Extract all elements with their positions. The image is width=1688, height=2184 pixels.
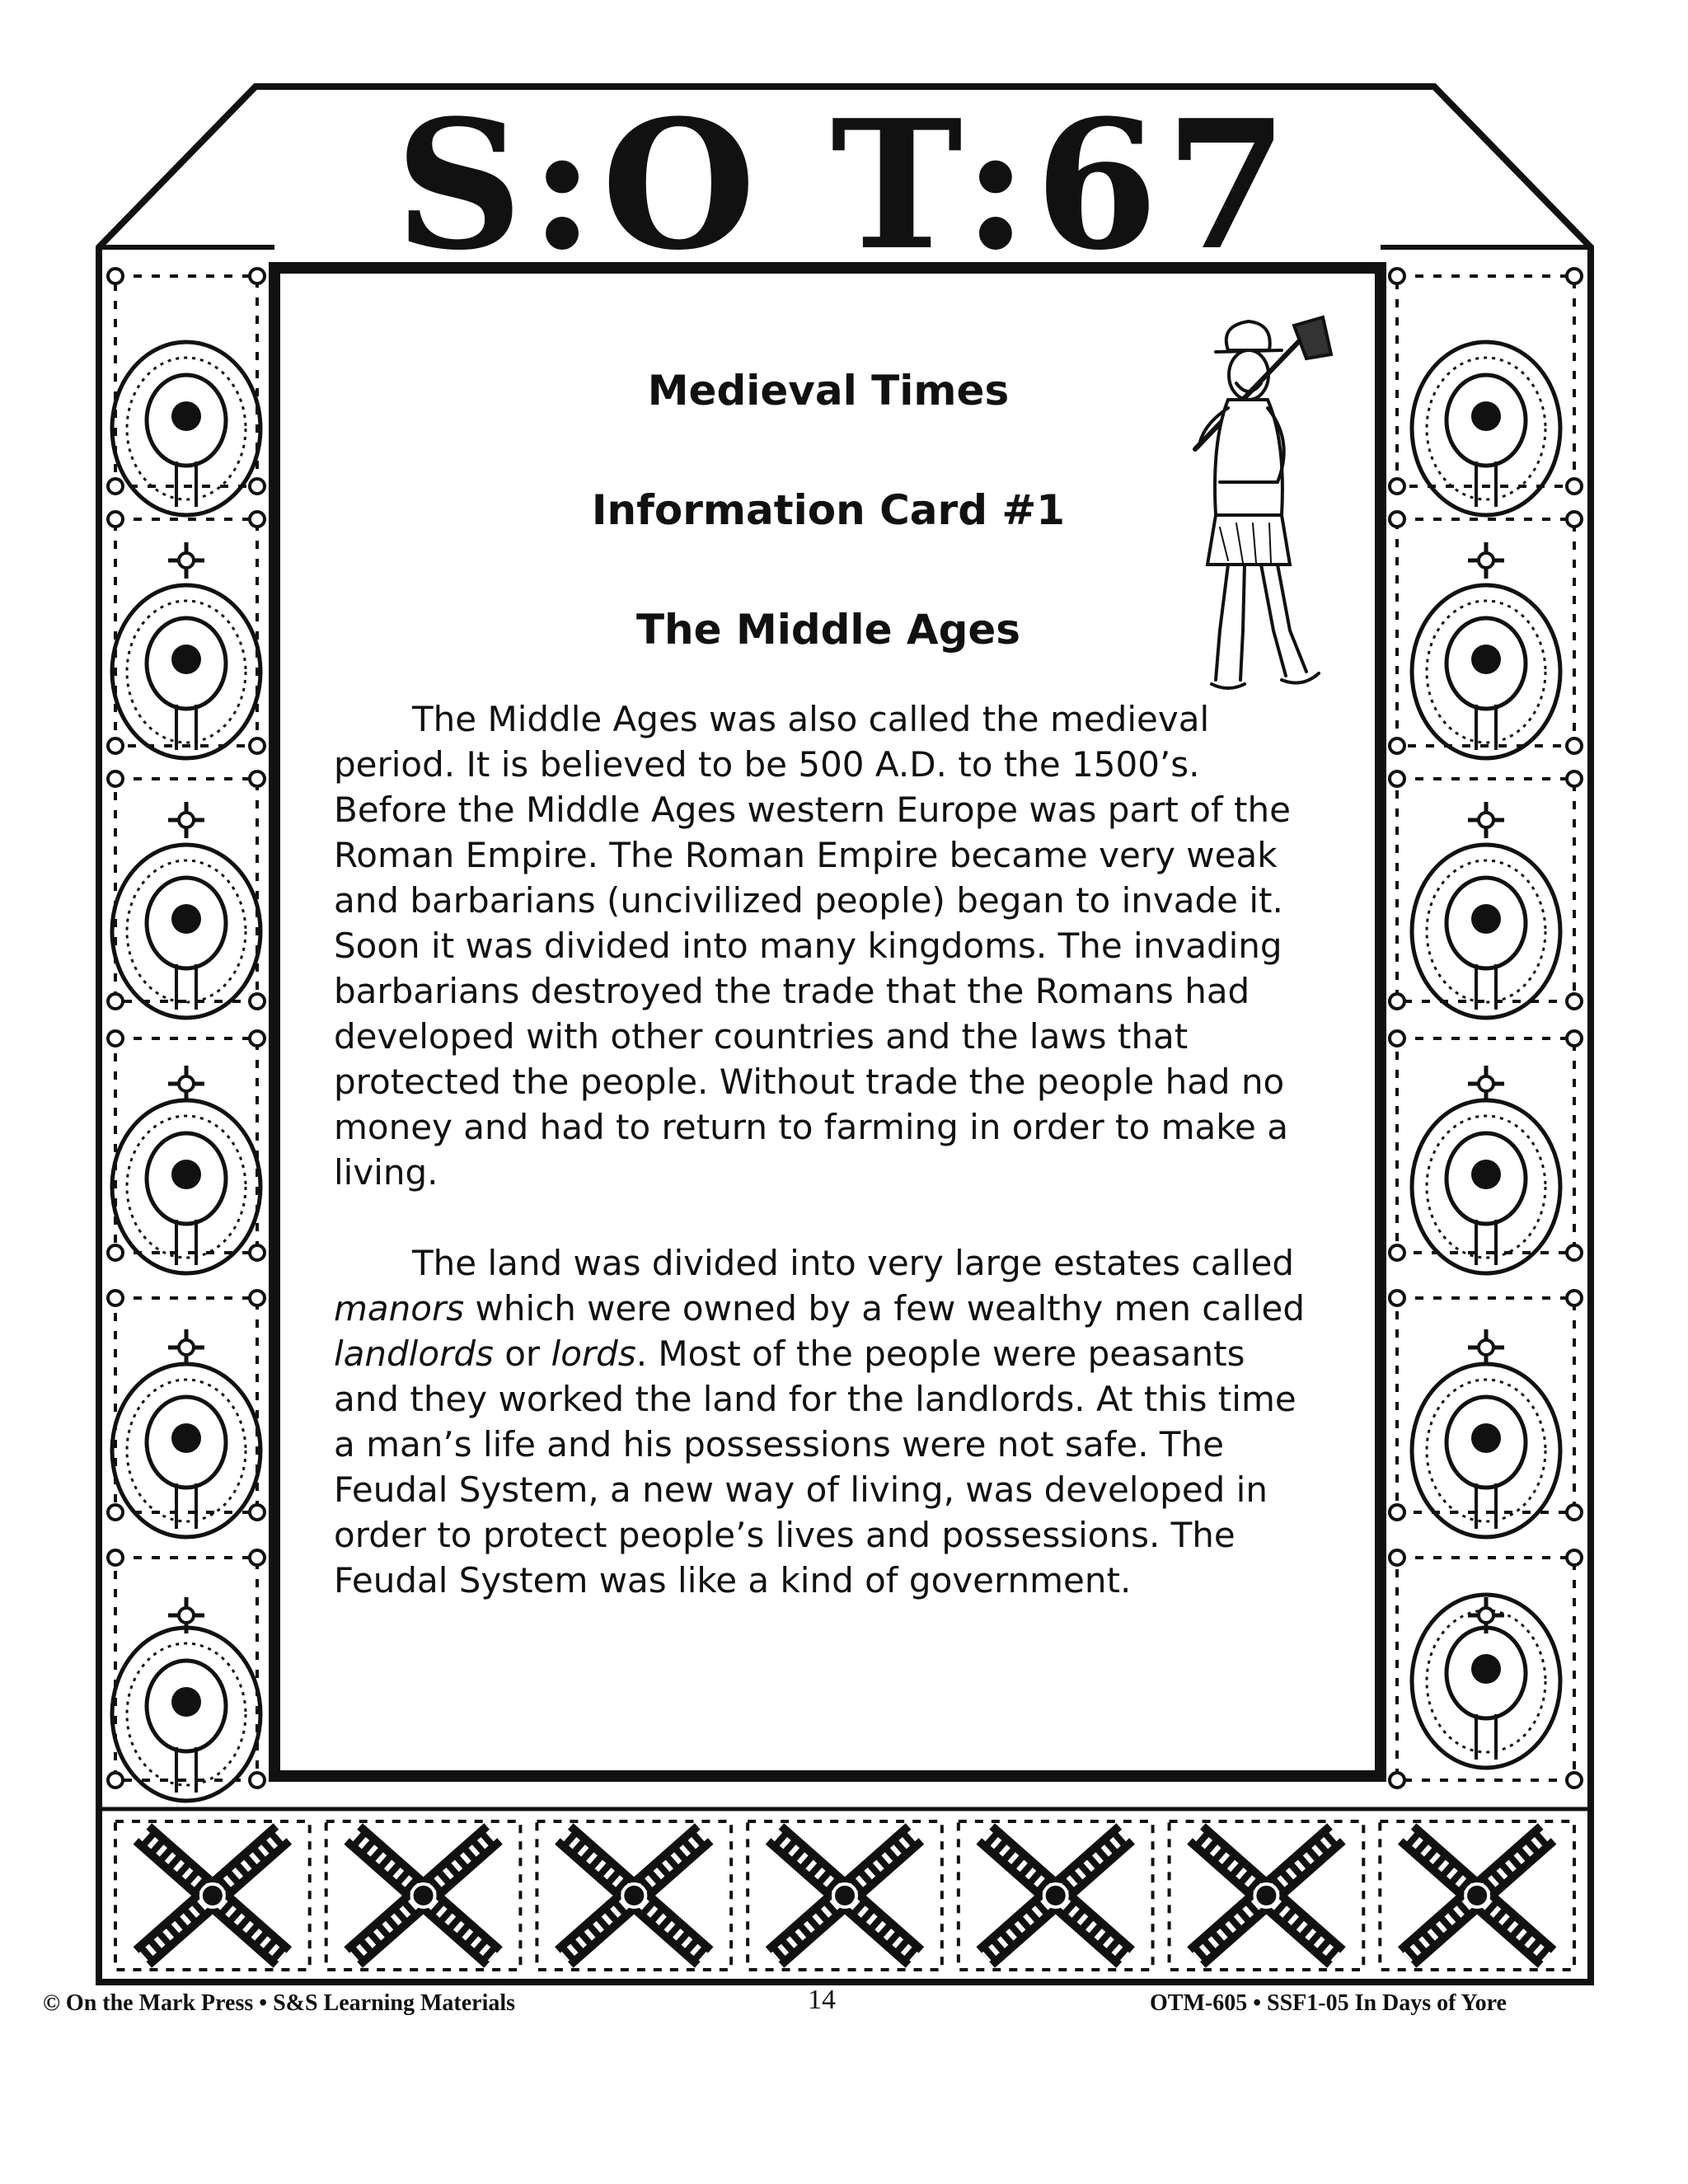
cross-ornament (1468, 802, 1504, 838)
paragraph-2-text: . Most of the people were peasants and they worked the land for the landlords. At this time a man’s life and his possessions were not safe. The Feudal System, a new way of living, was developed in order to protect people’s lives and possessions. The Feudal System was like a kind of government. (334, 1333, 1296, 1601)
medallion-ornament (1412, 1100, 1560, 1273)
cross-ornament (168, 1066, 204, 1102)
medallion-ornament (112, 342, 260, 515)
paragraph-2-text: The land was divided into very large estates called (412, 1243, 1295, 1283)
x-ornament (326, 1821, 521, 1970)
footer-publisher: © On the Mark Press • S&S Learning Materials (43, 1990, 516, 2016)
cross-ornament (1468, 542, 1504, 579)
cross-ornament (1468, 1066, 1504, 1102)
x-ornament (748, 1821, 942, 1970)
card-heading: Medieval Times (647, 367, 1010, 415)
footer-page-number: 14 (808, 1985, 836, 2015)
medallion-ornament (1412, 342, 1560, 515)
cross-ornament (168, 1329, 204, 1366)
card-body (334, 696, 1306, 1648)
section-title: The Middle Ages (635, 606, 1021, 654)
paragraph-2-text: which were owned by a few wealthy men called (464, 1288, 1305, 1329)
term-lords: lords (551, 1333, 636, 1374)
term-manors: manors (334, 1288, 465, 1329)
medallion-ornament (112, 845, 260, 1018)
x-ornament (1170, 1821, 1364, 1970)
paragraph-2-text: or (493, 1333, 551, 1374)
information-card (293, 284, 1364, 1760)
medallion-ornament (112, 1100, 260, 1273)
medallion-ornament (112, 1628, 260, 1801)
medallion-ornament (112, 585, 260, 758)
term-landlords: landlords (334, 1333, 494, 1374)
cross-ornament (1468, 1329, 1504, 1366)
medallion-ornament (1412, 585, 1560, 758)
paragraph-1: The Middle Ages was also called the medieval period. It is believed to be 500 A.D. to the 1500’s. Before the Middle Ages western Europe was part of the Roman Empire. The Roman Empire became very weak and barbarians (uncivilized people) began to invade it. Soon it was divided into many kingdoms. The invading barbarians destroyed the trade that the Romans had developed with other countries and the laws that protected the people. Without trade the people had no money and had to return to farming in order to make a living. (334, 699, 1291, 1193)
medallion-ornament (1412, 845, 1560, 1018)
card-subheading: Information Card #1 (591, 486, 1066, 534)
paragraph-2 (334, 1240, 1306, 1603)
cross-ornament (168, 542, 204, 579)
x-ornament (115, 1821, 310, 1970)
cross-ornament (168, 802, 204, 838)
x-ornament (959, 1821, 1153, 1970)
x-ornament (537, 1821, 731, 1970)
banner-title: S:O T:67 (395, 81, 1295, 289)
footer-series: OTM-605 • SSF1-05 In Days of Yore (1150, 1990, 1507, 2016)
x-ornament (1380, 1821, 1574, 1970)
